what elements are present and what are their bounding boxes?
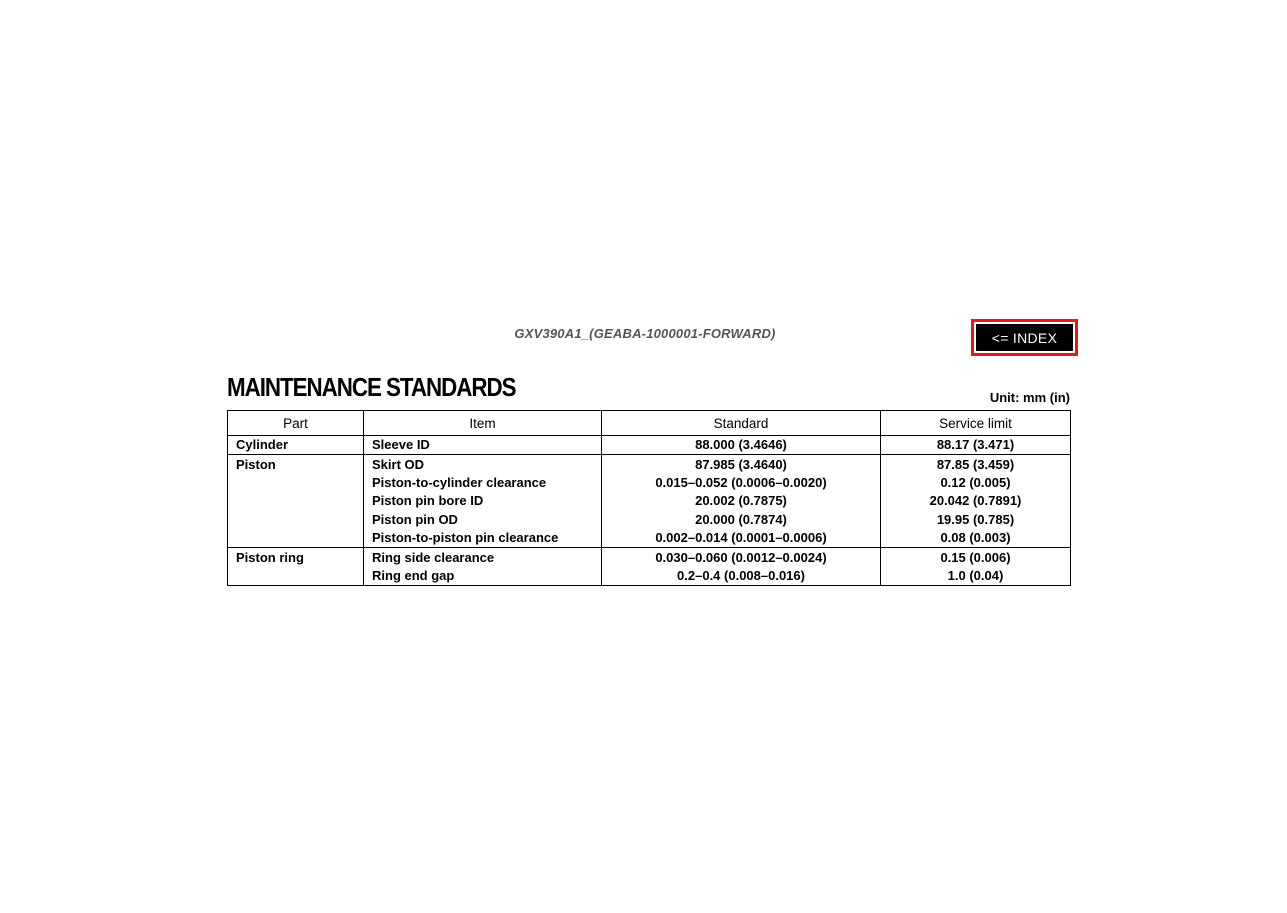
item-cell: Piston-to-cylinder clearance <box>364 474 602 492</box>
part-cell: Cylinder <box>228 436 364 455</box>
column-header-standard: Standard <box>602 411 881 436</box>
table-row <box>228 436 1071 455</box>
model-header: GXV390A1_(GEABA-1000001-FORWARD) <box>514 326 776 341</box>
index-button-label: <= INDEX <box>976 324 1073 351</box>
table-row <box>228 567 1071 586</box>
service-limit-cell: 87.85 (3.459) <box>881 455 1071 474</box>
table-header-row <box>228 411 1071 436</box>
service-limit-cell: 0.08 (0.003) <box>881 529 1071 548</box>
standard-cell: 20.000 (0.7874) <box>602 511 881 529</box>
part-cell <box>228 511 364 529</box>
item-cell: Ring side clearance <box>364 548 602 567</box>
item-cell: Skirt OD <box>364 455 602 474</box>
table-row <box>228 529 1071 548</box>
table-row <box>228 474 1071 492</box>
table-row <box>228 455 1071 474</box>
standard-cell: 20.002 (0.7875) <box>602 492 881 510</box>
table-row <box>228 492 1071 510</box>
service-limit-cell: 19.95 (0.785) <box>881 511 1071 529</box>
column-header-service-limit: Service limit <box>881 411 1071 436</box>
part-cell <box>228 492 364 510</box>
standard-cell: 0.015–0.052 (0.0006–0.0020) <box>602 474 881 492</box>
part-cell <box>228 474 364 492</box>
page-title: MAINTENANCE STANDARDS <box>227 372 516 402</box>
standard-cell: 87.985 (3.4640) <box>602 455 881 474</box>
standard-cell: 0.2–0.4 (0.008–0.016) <box>602 567 881 586</box>
item-cell: Sleeve ID <box>364 436 602 455</box>
service-limit-cell: 88.17 (3.471) <box>881 436 1071 455</box>
unit-label: Unit: mm (in) <box>989 390 1070 405</box>
part-cell: Piston <box>228 455 364 474</box>
service-limit-cell: 0.15 (0.006) <box>881 548 1071 567</box>
service-limit-cell: 1.0 (0.04) <box>881 567 1071 586</box>
part-cell <box>228 529 364 548</box>
service-limit-cell: 0.12 (0.005) <box>881 474 1071 492</box>
maintenance-standards-table <box>227 410 1071 586</box>
standard-cell: 0.030–0.060 (0.0012–0.0024) <box>602 548 881 567</box>
table-row <box>228 548 1071 567</box>
part-cell: Piston ring <box>228 548 364 567</box>
standard-cell: 0.002–0.014 (0.0001–0.0006) <box>602 529 881 548</box>
item-cell: Ring end gap <box>364 567 602 586</box>
standard-cell: 88.000 (3.4646) <box>602 436 881 455</box>
item-cell: Piston pin OD <box>364 511 602 529</box>
service-limit-cell: 20.042 (0.7891) <box>881 492 1071 510</box>
item-cell: Piston-to-piston pin clearance <box>364 529 602 548</box>
table-row <box>228 511 1071 529</box>
item-cell: Piston pin bore ID <box>364 492 602 510</box>
column-header-part: Part <box>228 411 364 436</box>
index-button[interactable] <box>971 319 1078 356</box>
column-header-item: Item <box>364 411 602 436</box>
part-cell <box>228 567 364 586</box>
